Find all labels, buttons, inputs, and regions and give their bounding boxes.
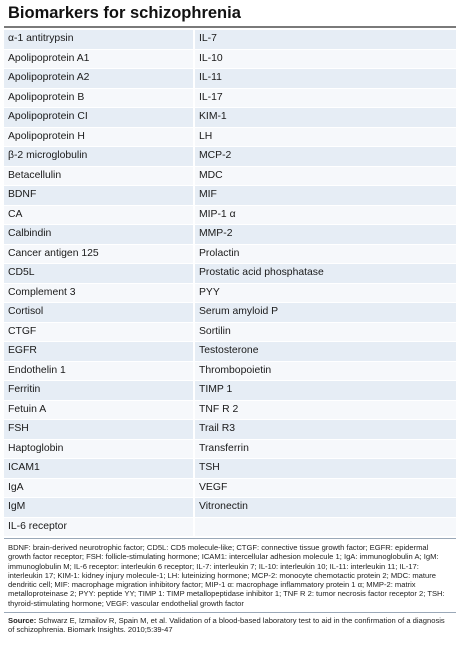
table-row <box>4 517 456 537</box>
biomarker-cell-right: TIMP 1 <box>194 381 456 401</box>
biomarker-cell-left: BDNF <box>4 186 194 206</box>
table-row <box>4 459 456 479</box>
biomarker-table-body <box>4 30 456 537</box>
biomarker-cell-right: Vitronectin <box>194 498 456 518</box>
biomarker-cell-right: MMP-2 <box>194 225 456 245</box>
table-row <box>4 264 456 284</box>
table-row <box>4 244 456 264</box>
biomarker-cell-left: CTGF <box>4 322 194 342</box>
biomarker-cell-left: Calbindin <box>4 225 194 245</box>
table-row <box>4 49 456 69</box>
biomarker-cell-left: Haptoglobin <box>4 439 194 459</box>
table-row <box>4 225 456 245</box>
biomarker-cell-left: Cancer antigen 125 <box>4 244 194 264</box>
table-row <box>4 361 456 381</box>
biomarker-cell-right: Transferrin <box>194 439 456 459</box>
biomarker-cell-right: Trail R3 <box>194 420 456 440</box>
table-row <box>4 322 456 342</box>
biomarker-cell-left: Endothelin 1 <box>4 361 194 381</box>
biomarker-cell-left: FSH <box>4 420 194 440</box>
table-row <box>4 88 456 108</box>
table-row <box>4 498 456 518</box>
source-label: Source: <box>8 616 37 626</box>
biomarker-cell-right: Testosterone <box>194 342 456 362</box>
table-row <box>4 478 456 498</box>
biomarker-cell-right: MIF <box>194 186 456 206</box>
biomarker-cell-left: Apolipoprotein A2 <box>4 69 194 89</box>
title-divider <box>4 26 456 28</box>
biomarker-cell-left: IgA <box>4 478 194 498</box>
biomarker-cell-left: CA <box>4 205 194 225</box>
table-row <box>4 166 456 186</box>
table-row <box>4 381 456 401</box>
biomarker-cell-right: Prolactin <box>194 244 456 264</box>
biomarker-cell-right <box>194 517 456 537</box>
abbreviations-footnote: BDNF: brain-derived neurotrophic factor; CD5L: CD5 molecule-like; CTGF: connective tissue growth factor; EGFR: epidermal growth factor receptor; FSH: follicle-stimulating hormone; ICAM1: intercellular adhesion molecule 1; IgA: immunoglobulin A; IgM: immunoglobulin M; IL-6 receptor: interleukin 6 receptor; IL-7: interleukin 7; IL-10: interleukin 10; IL-11: interleukin 11; IL-17: interleukin 17; KIM-1: kidney injury molecule-1; LH: luteinizing hormone; MCP-2: monocyte chemotactic protein 2; MDC: mature dendritic cell; MIF: macrophage migration inhibitory factor; MIP-1 α: macrophage inflammatory protein 1 α; MMP-2: matrix metalloproteinase 2; PYY: peptide YY; TIMP 1: TIMP metallopeptidase inhibitor 1; TNF R 2: tumor necrosis factor receptor 2; TSH: thyroid-stimulating hormone; VEGF: vascular endothelial growth factor <box>4 538 456 608</box>
table-row <box>4 205 456 225</box>
biomarker-cell-left: Cortisol <box>4 303 194 323</box>
table-row <box>4 69 456 89</box>
biomarker-cell-right: VEGF <box>194 478 456 498</box>
biomarker-cell-left: Apolipoprotein B <box>4 88 194 108</box>
biomarker-cell-right: TSH <box>194 459 456 479</box>
biomarker-cell-left: Fetuin A <box>4 400 194 420</box>
biomarker-cell-right: LH <box>194 127 456 147</box>
source-citation <box>4 612 456 635</box>
table-row <box>4 439 456 459</box>
table-row <box>4 127 456 147</box>
biomarker-cell-left: IgM <box>4 498 194 518</box>
biomarker-cell-left: Apolipoprotein CI <box>4 108 194 128</box>
biomarker-cell-right: Serum amyloid P <box>194 303 456 323</box>
biomarker-cell-right: IL-10 <box>194 49 456 69</box>
source-text: Schwarz E, Izmailov R, Spain M, et al. Validation of a blood-based laboratory test to aid in the confirmation of a diagnosis of schizophrenia. Biomark Insights. 2010;5:39-47 <box>8 616 445 635</box>
biomarker-cell-left: EGFR <box>4 342 194 362</box>
table-row <box>4 400 456 420</box>
biomarker-cell-right: Prostatic acid phosphatase <box>194 264 456 284</box>
table-row <box>4 342 456 362</box>
biomarker-cell-left: IL-6 receptor <box>4 517 194 537</box>
table-row <box>4 283 456 303</box>
biomarker-cell-right: MDC <box>194 166 456 186</box>
biomarker-cell-left: α-1 antitrypsin <box>4 30 194 49</box>
biomarker-cell-right: MCP-2 <box>194 147 456 167</box>
table-row <box>4 420 456 440</box>
biomarker-cell-left: Apolipoprotein H <box>4 127 194 147</box>
table-row <box>4 30 456 49</box>
biomarker-cell-right: IL-11 <box>194 69 456 89</box>
biomarker-cell-left: Betacellulin <box>4 166 194 186</box>
biomarker-cell-right: Sortilin <box>194 322 456 342</box>
biomarker-cell-left: Complement 3 <box>4 283 194 303</box>
biomarker-cell-right: MIP-1 α <box>194 205 456 225</box>
table-row <box>4 147 456 167</box>
biomarker-cell-left: Ferritin <box>4 381 194 401</box>
biomarker-cell-left: ICAM1 <box>4 459 194 479</box>
biomarker-cell-right: IL-17 <box>194 88 456 108</box>
biomarker-cell-right: Thrombopoietin <box>194 361 456 381</box>
biomarker-cell-left: CD5L <box>4 264 194 284</box>
biomarker-cell-right: IL-7 <box>194 30 456 49</box>
table-row <box>4 108 456 128</box>
biomarker-cell-left: Apolipoprotein A1 <box>4 49 194 69</box>
table-row <box>4 303 456 323</box>
biomarker-cell-right: KIM-1 <box>194 108 456 128</box>
biomarker-cell-left: β-2 microglobulin <box>4 147 194 167</box>
table-row <box>4 186 456 206</box>
biomarker-cell-right: TNF R 2 <box>194 400 456 420</box>
biomarker-cell-right: PYY <box>194 283 456 303</box>
table-title: Biomarkers for schizophrenia <box>8 4 241 22</box>
biomarker-table <box>4 30 456 537</box>
